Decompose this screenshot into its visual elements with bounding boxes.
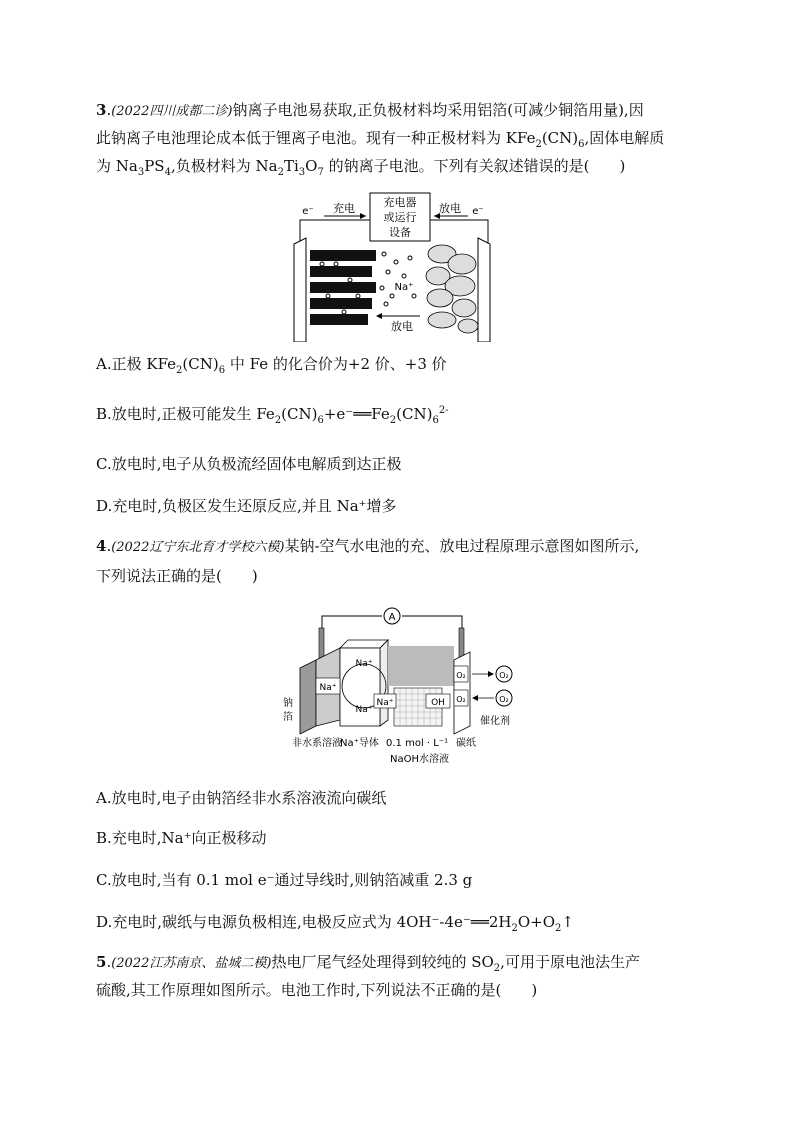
label-sodium-1: 钠 xyxy=(283,698,293,709)
q4-option-c[interactable]: C.放电时,当有 0.1 mol e⁻通过导线时,则钠箔减重 2.3 g xyxy=(96,871,473,889)
q3-text-1: 钠离子电池易获取,正负极材料均采用铝箔(可减少铜箔用量),因 xyxy=(232,101,644,119)
q3-option-c[interactable]: C.放电时,电子从负极流经固体电解质到达正极 xyxy=(96,455,402,473)
electron-left-label: e⁻ xyxy=(302,206,314,217)
o2-bubble-2: O₂ xyxy=(499,695,509,704)
electron-right-label: e⁻ xyxy=(472,206,484,217)
positive-plate xyxy=(478,238,490,342)
na-ion-right: Na⁺ xyxy=(376,698,394,708)
q3-line-1: 3.(2022四川成都二诊)钠离子电池易获取,正负极材料均采用铝箔(可减少铜箔用量),因 xyxy=(96,101,644,119)
label-concentration: 0.1 mol · L⁻¹ xyxy=(386,738,449,749)
q4-option-a[interactable]: A.放电时,电子由钠箔经非水系溶液流向碳纸 xyxy=(96,789,387,807)
q5-source: (2022江苏南京、盐城二模) xyxy=(111,956,272,971)
o2-bubble-1: O₂ xyxy=(499,671,509,680)
sodium-foil xyxy=(300,660,316,734)
q3-number: 3 xyxy=(96,101,107,119)
label-carbon-paper: 碳纸 xyxy=(456,738,476,749)
oh-ion-label: OH xyxy=(431,698,445,708)
positive-material xyxy=(426,245,478,333)
charger-box-line-1: 充电器 xyxy=(383,196,417,209)
negative-material xyxy=(310,250,376,325)
o2-label-1: O₂ xyxy=(456,671,466,680)
q3-option-b[interactable]: B.放电时,正极可能发生 $Fe_2(CN)_6+e^-══Fe_2(CN)_6^{2-}$ xyxy=(96,405,449,426)
q5-line-1: 5.(2022江苏南京、盐城二模)热电厂尾气经处理得到较纯的 $SO_2$,可用于原电池法生产 xyxy=(96,953,640,974)
q4-source: (2022辽宁东北育才学校六模) xyxy=(111,540,285,555)
label-sodium-2: 箔 xyxy=(283,712,293,723)
q3-battery-diagram xyxy=(292,192,498,342)
na-ion-left: Na⁺ xyxy=(319,683,337,693)
charge-arrow-label: 充电 xyxy=(333,202,355,215)
q3-source: (2022四川成都二诊) xyxy=(111,104,233,119)
q5-line-2: 硫酸,其工作原理如图所示。电池工作时,下列说法不正确的是( ) xyxy=(96,981,538,999)
bottom-arrow-label: 放电 xyxy=(391,320,413,333)
sodium-ions xyxy=(380,252,416,306)
q4-option-b[interactable]: B.充电时,Na⁺向正极移动 xyxy=(96,829,267,847)
q4-line-1: 4.(2022辽宁东北育才学校六模)某钠-空气水电池的充、放电过程原理示意图如图所示, xyxy=(96,537,640,555)
discharge-arrow-label: 放电 xyxy=(439,202,461,215)
charger-box-line-2: 或运行 xyxy=(383,211,417,224)
q4-option-d[interactable]: D.充电时,碳纸与电源负极相连,电极反应式为 $4OH^--4e^-══2H_2O+O_2↑$ xyxy=(96,913,574,934)
q5-number: 5 xyxy=(96,953,107,971)
q4-sodium-air-diagram xyxy=(270,606,532,768)
q3-option-a[interactable]: A.正极 $KFe_2(CN)_6$ 中 Fe 的化合价为+2 价、+3 价 xyxy=(96,355,447,376)
o2-label-2: O₂ xyxy=(456,695,466,704)
charger-box-line-3: 设备 xyxy=(389,226,411,239)
label-nonaqueous: 非水系溶液 xyxy=(292,738,342,749)
q4-number: 4 xyxy=(96,537,107,555)
q3-option-d[interactable]: D.充电时,负极区发生还原反应,并且 Na⁺增多 xyxy=(96,497,397,515)
label-naoh: NaOH水溶液 xyxy=(390,754,449,765)
ammeter-label: A xyxy=(388,612,396,623)
label-catalyst: 催化剂 xyxy=(480,716,510,727)
q4-line-2: 下列说法正确的是( ) xyxy=(96,567,258,585)
na-ion-bottom: Na⁺ xyxy=(355,705,373,715)
label-conductor: Na⁺导体 xyxy=(340,738,379,749)
na-ion-label: Na⁺ xyxy=(394,282,414,293)
q3-line-3: 为 $Na_3PS_4$,负极材料为 $Na_2Ti_3O_7$ 的钠离子电池。下列有关叙述错误的是( ) xyxy=(96,157,626,178)
q3-line-2: 此钠离子电池理论成本低于锂离子电池。现有一种正极材料为 $KFe_2(CN)_6$,固体电解质 xyxy=(96,129,665,150)
na-ion-top: Na⁺ xyxy=(355,659,373,669)
negative-plate xyxy=(294,238,306,342)
